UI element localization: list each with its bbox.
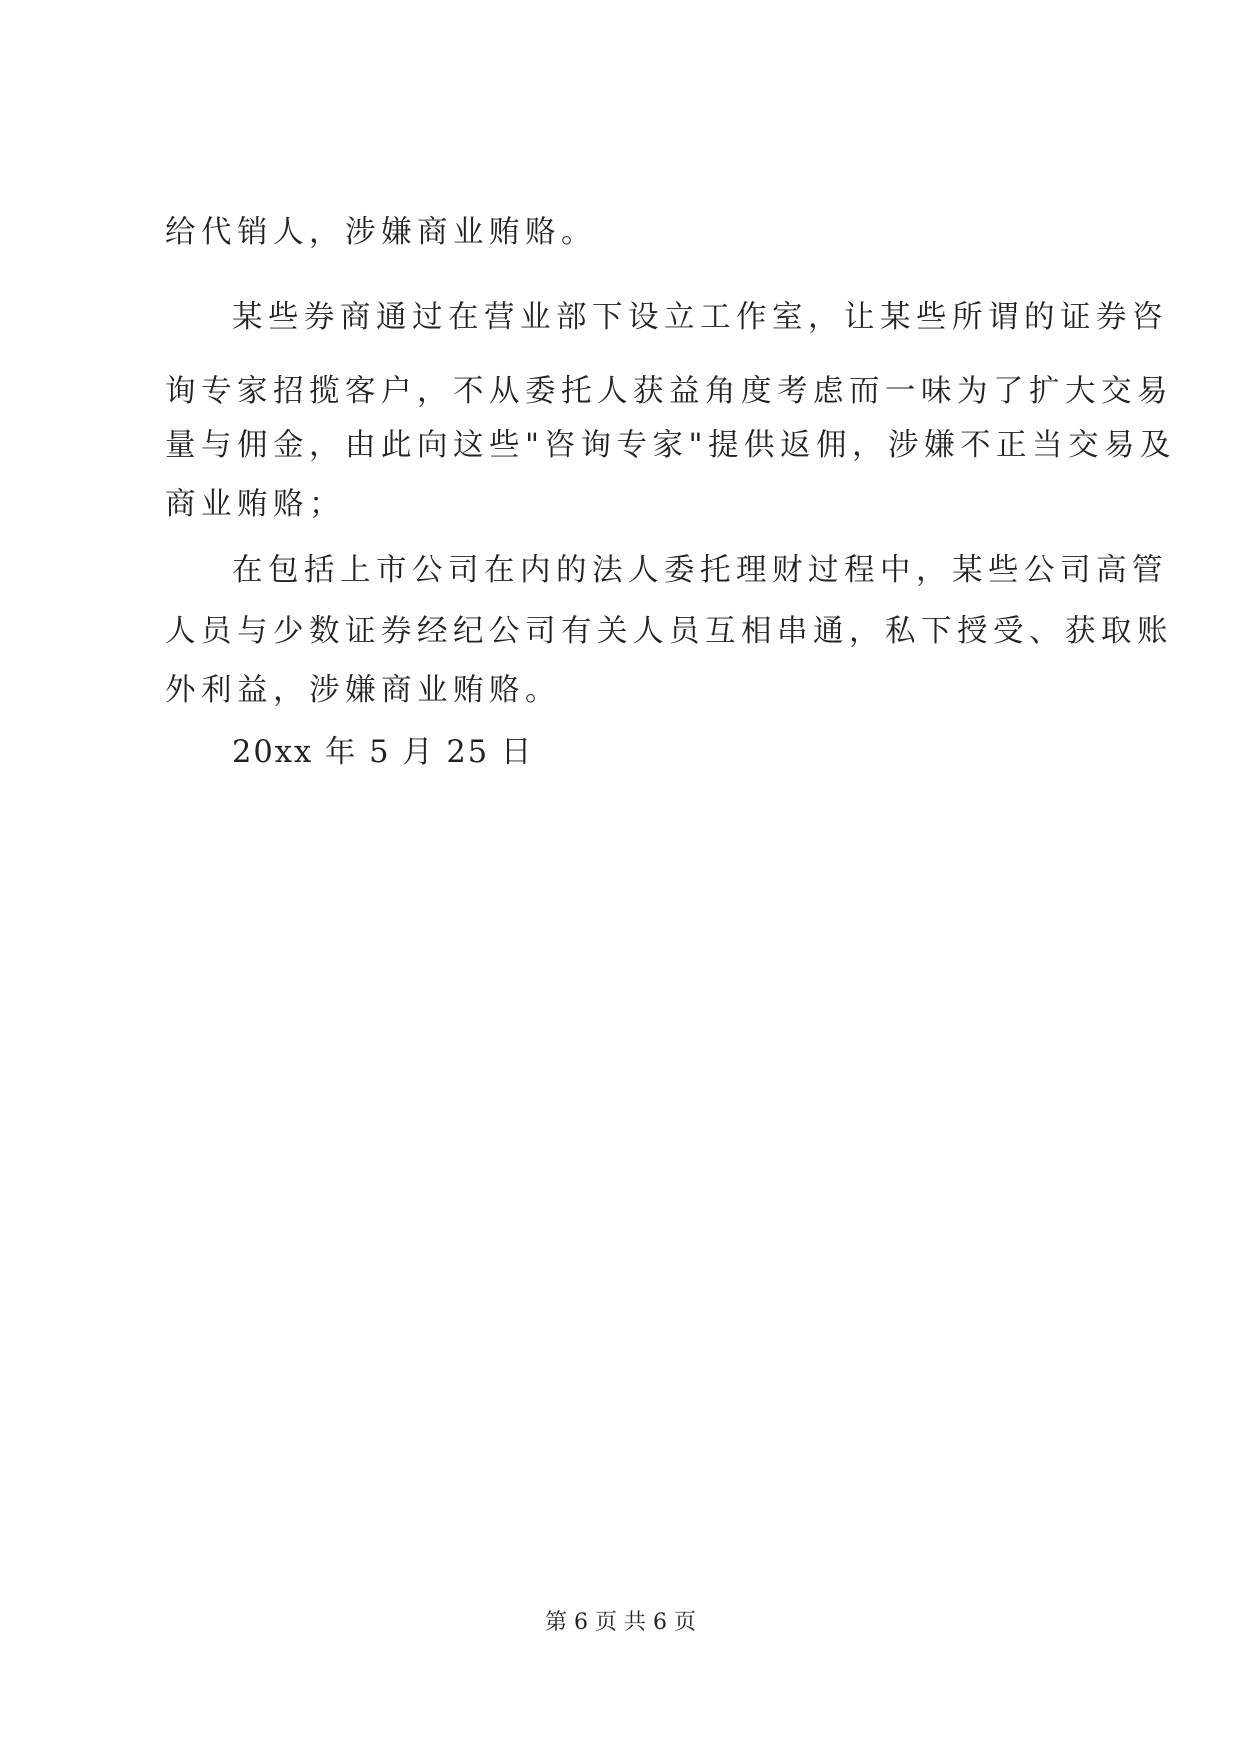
page-number-footer: 第 6 页 共 6 页 bbox=[545, 1610, 696, 1635]
paragraph-line: 某些券商通过在营业部下设立工作室，让某些所谓的证券咨 bbox=[232, 300, 1168, 335]
paragraph-line: 商业贿赂； bbox=[165, 487, 345, 522]
paragraph-line: 外利益，涉嫌商业贿赂。 bbox=[165, 673, 561, 708]
paragraph-line: 量与佣金，由此向这些"咨询专家"提供返佣，涉嫌不正当交易及 bbox=[165, 428, 1177, 463]
paragraph-line: 给代销人，涉嫌商业贿赂。 bbox=[165, 215, 597, 250]
paragraph-line: 询专家招揽客户，不从委托人获益角度考虑而一味为了扩大交易 bbox=[165, 374, 1173, 409]
date-line: 20xx 年 5 月 25 日 bbox=[232, 735, 534, 770]
paragraph-line: 人员与少数证券经纪公司有关人员互相串通，私下授受、获取账 bbox=[165, 614, 1173, 649]
paragraph-line: 在包括上市公司在内的法人委托理财过程中，某些公司高管 bbox=[232, 553, 1168, 588]
